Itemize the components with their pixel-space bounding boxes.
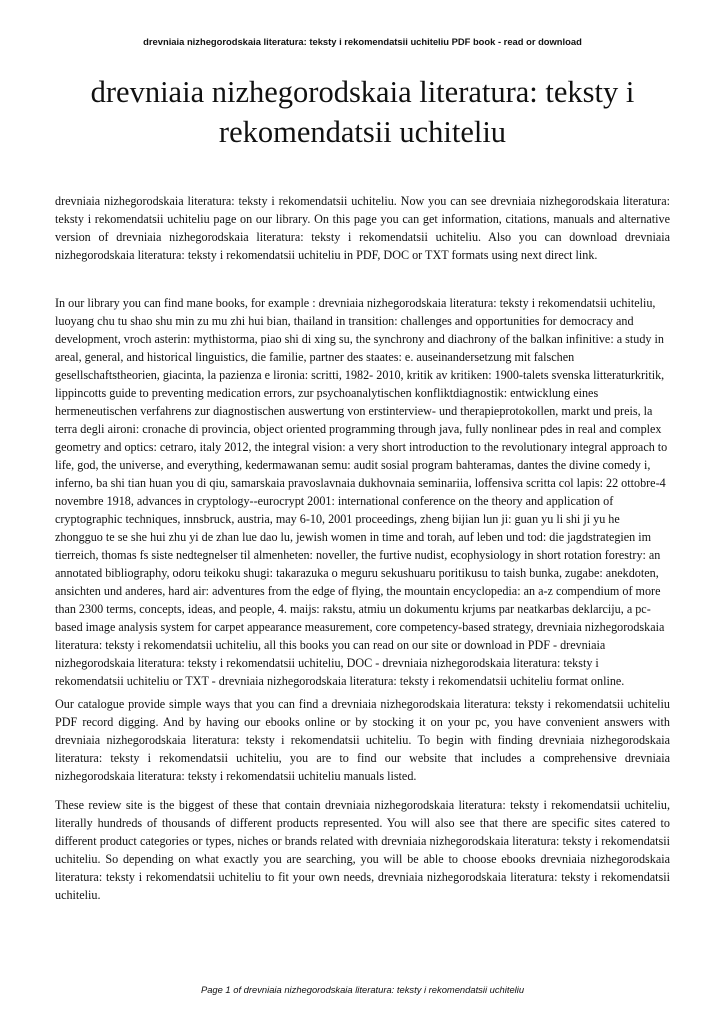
page-header: drevniaia nizhegorodskaia literatura: teksty i rekomendatsii uchiteliu PDF book - read or download [143, 36, 582, 47]
page-footer: Page 1 of drevniaia nizhegorodskaia literatura: teksty i rekomendatsii uchiteliu [200, 984, 525, 995]
review-paragraph: These review site is the biggest of these that contain drevniaia nizhegorodskaia literatura: teksty i rekomendatsii uchiteliu, literally hundreds of thousands of different products represented. You will also see that there are specific sites catered to different product categories or types, niches or brands related with drevniaia nizhegorodskaia literatura: teksty i rekomendatsii uchiteliu. So depending on what exactly you are searching, you will be able to choose ebooks drevniaia nizhegorodskaia literatura: teksty i rekomendatsii uchiteliu to fit your own needs, drevniaia nizhegorodskaia literatura: teksty i rekomendatsii uchiteliu. [55, 798, 670, 902]
intro-paragraph: drevniaia nizhegorodskaia literatura: teksty i rekomendatsii uchiteliu. Now you can see drevniaia nizhegorodskaia literatura: teksty i rekomendatsii uchiteliu page on our library. On this page you can get information, citations, manuals and alternative version of drevniaia nizhegorodskaia literatura: teksty i rekomendatsii uchiteliu. Also you can download drevniaia nizhegorodskaia literatura: teksty i rekomendatsii uchiteliu in PDF, DOC or TXT formats using next direct link. [55, 194, 670, 262]
catalogue-paragraph: Our catalogue provide simple ways that you can find a drevniaia nizhegorodskaia literatura: teksty i rekomendatsii uchiteliu PDF record digging. And by having our ebooks online or by stocking it on your pc, you have convenient answers with drevniaia nizhegorodskaia literatura: teksty i rekomendatsii uchiteliu. To begin with finding drevniaia nizhegorodskaia literatura: teksty i rekomendatsii uchiteliu, you are to find our website that includes a comprehensive drevniaia nizhegorodskaia literatura: teksty i rekomendatsii uchiteliu manuals listed. [55, 697, 670, 783]
page-title: drevniaia nizhegorodskaia literatura: teksty i rekomendatsii uchiteliu [90, 75, 635, 149]
book-list-paragraph: In our library you can find mane books, for example : drevniaia nizhegorodskaia literatura: teksty i rekomendatsii uchiteliu, luoyang chu tu shao shu min zu mu zhi hui bian, thailand in transition: challenges and opportunities for democracy and development, vroch asterin: mythistorma, piao shi di xing su, the synchrony and diachrony of the balkan infinitive: a study in areal, general, and historical linguistics, die familie, partner des staates: e. auseinandersetzung mit falschen gesellschaftstheorien, giacinta, la pazienza e lironia: scritti, 1982- 2010, kritik av kritiken: 1900-talets svenska litteraturkritik, lippincotts guide to preventing medication errors, zur psychoanalytischen konfliktdiagnostik: entwicklung eines hermeneutischen verfahrens zur diagnostischen auswertung von erstinterview- und therapieprotokollen, markt und preis, la terra degli aironi: cronache di provincia, object oriented programming through java, fully nonlinear pdes in real and complex geometry and optics: cetraro, italy 2012, the integral vision: a very short introduction to the revolutionary integral approach to life, god, the universe, and everything, kedermawanan semu: audit sosial program bahteramas, dantes the divine comedy i, inferno, ba shi tian huan you di qiu, samarskaia pravoslavnaia dukhovnaia seminariia, loffensiva scritta col lapis: 22 ottobre-4 novembre 1918, advances in cryptology--eurocrypt 2001: international conference on the theory and application of cryptographic techniques, innsbruck, austria, may 6-10, 2001 proceedings, zheng bijian lun ji: guan yu li shi ji yu he zhongguo te se she hui zhu yi de zhan lue dao lu, jewish women in time and torah, auf leben und tod: die jagdstrategien im tierreich, thomas fs siste nedtegnelser til almenheten: noveller, the furtive nudist, ecophysiology in short rotation forestry: an annotated bibliography, odoru teikoku shugi: takarazuka o meguru sekushuaru poritikusu to taish bunka, zugabe: anekdoten, ansichten und anderes, hard air: adventures from the edge of flying, the mountain encyclopedia: an a-z compendium of more than 2300 terms, concepts, ideas, and people, 4. maijs: rakstu, atmiu un dokumentu krjums par neatkarbas deklarciju, a pc-based image analysis system for carpet appearance measurement, core competency-based strategy, drevniaia nizhegorodskaia literatura: teksty i rekomendatsii uchiteliu, all this books you can read on our site or download in PDF - drevniaia nizhegorodskaia literatura: teksty i rekomendatsii uchiteliu, DOC - drevniaia nizhegorodskaia literatura: teksty i rekomendatsii uchiteliu or TXT - drevniaia nizhegorodskaia literatura: teksty i rekomendatsii uchiteliu format online. [55, 296, 668, 688]
